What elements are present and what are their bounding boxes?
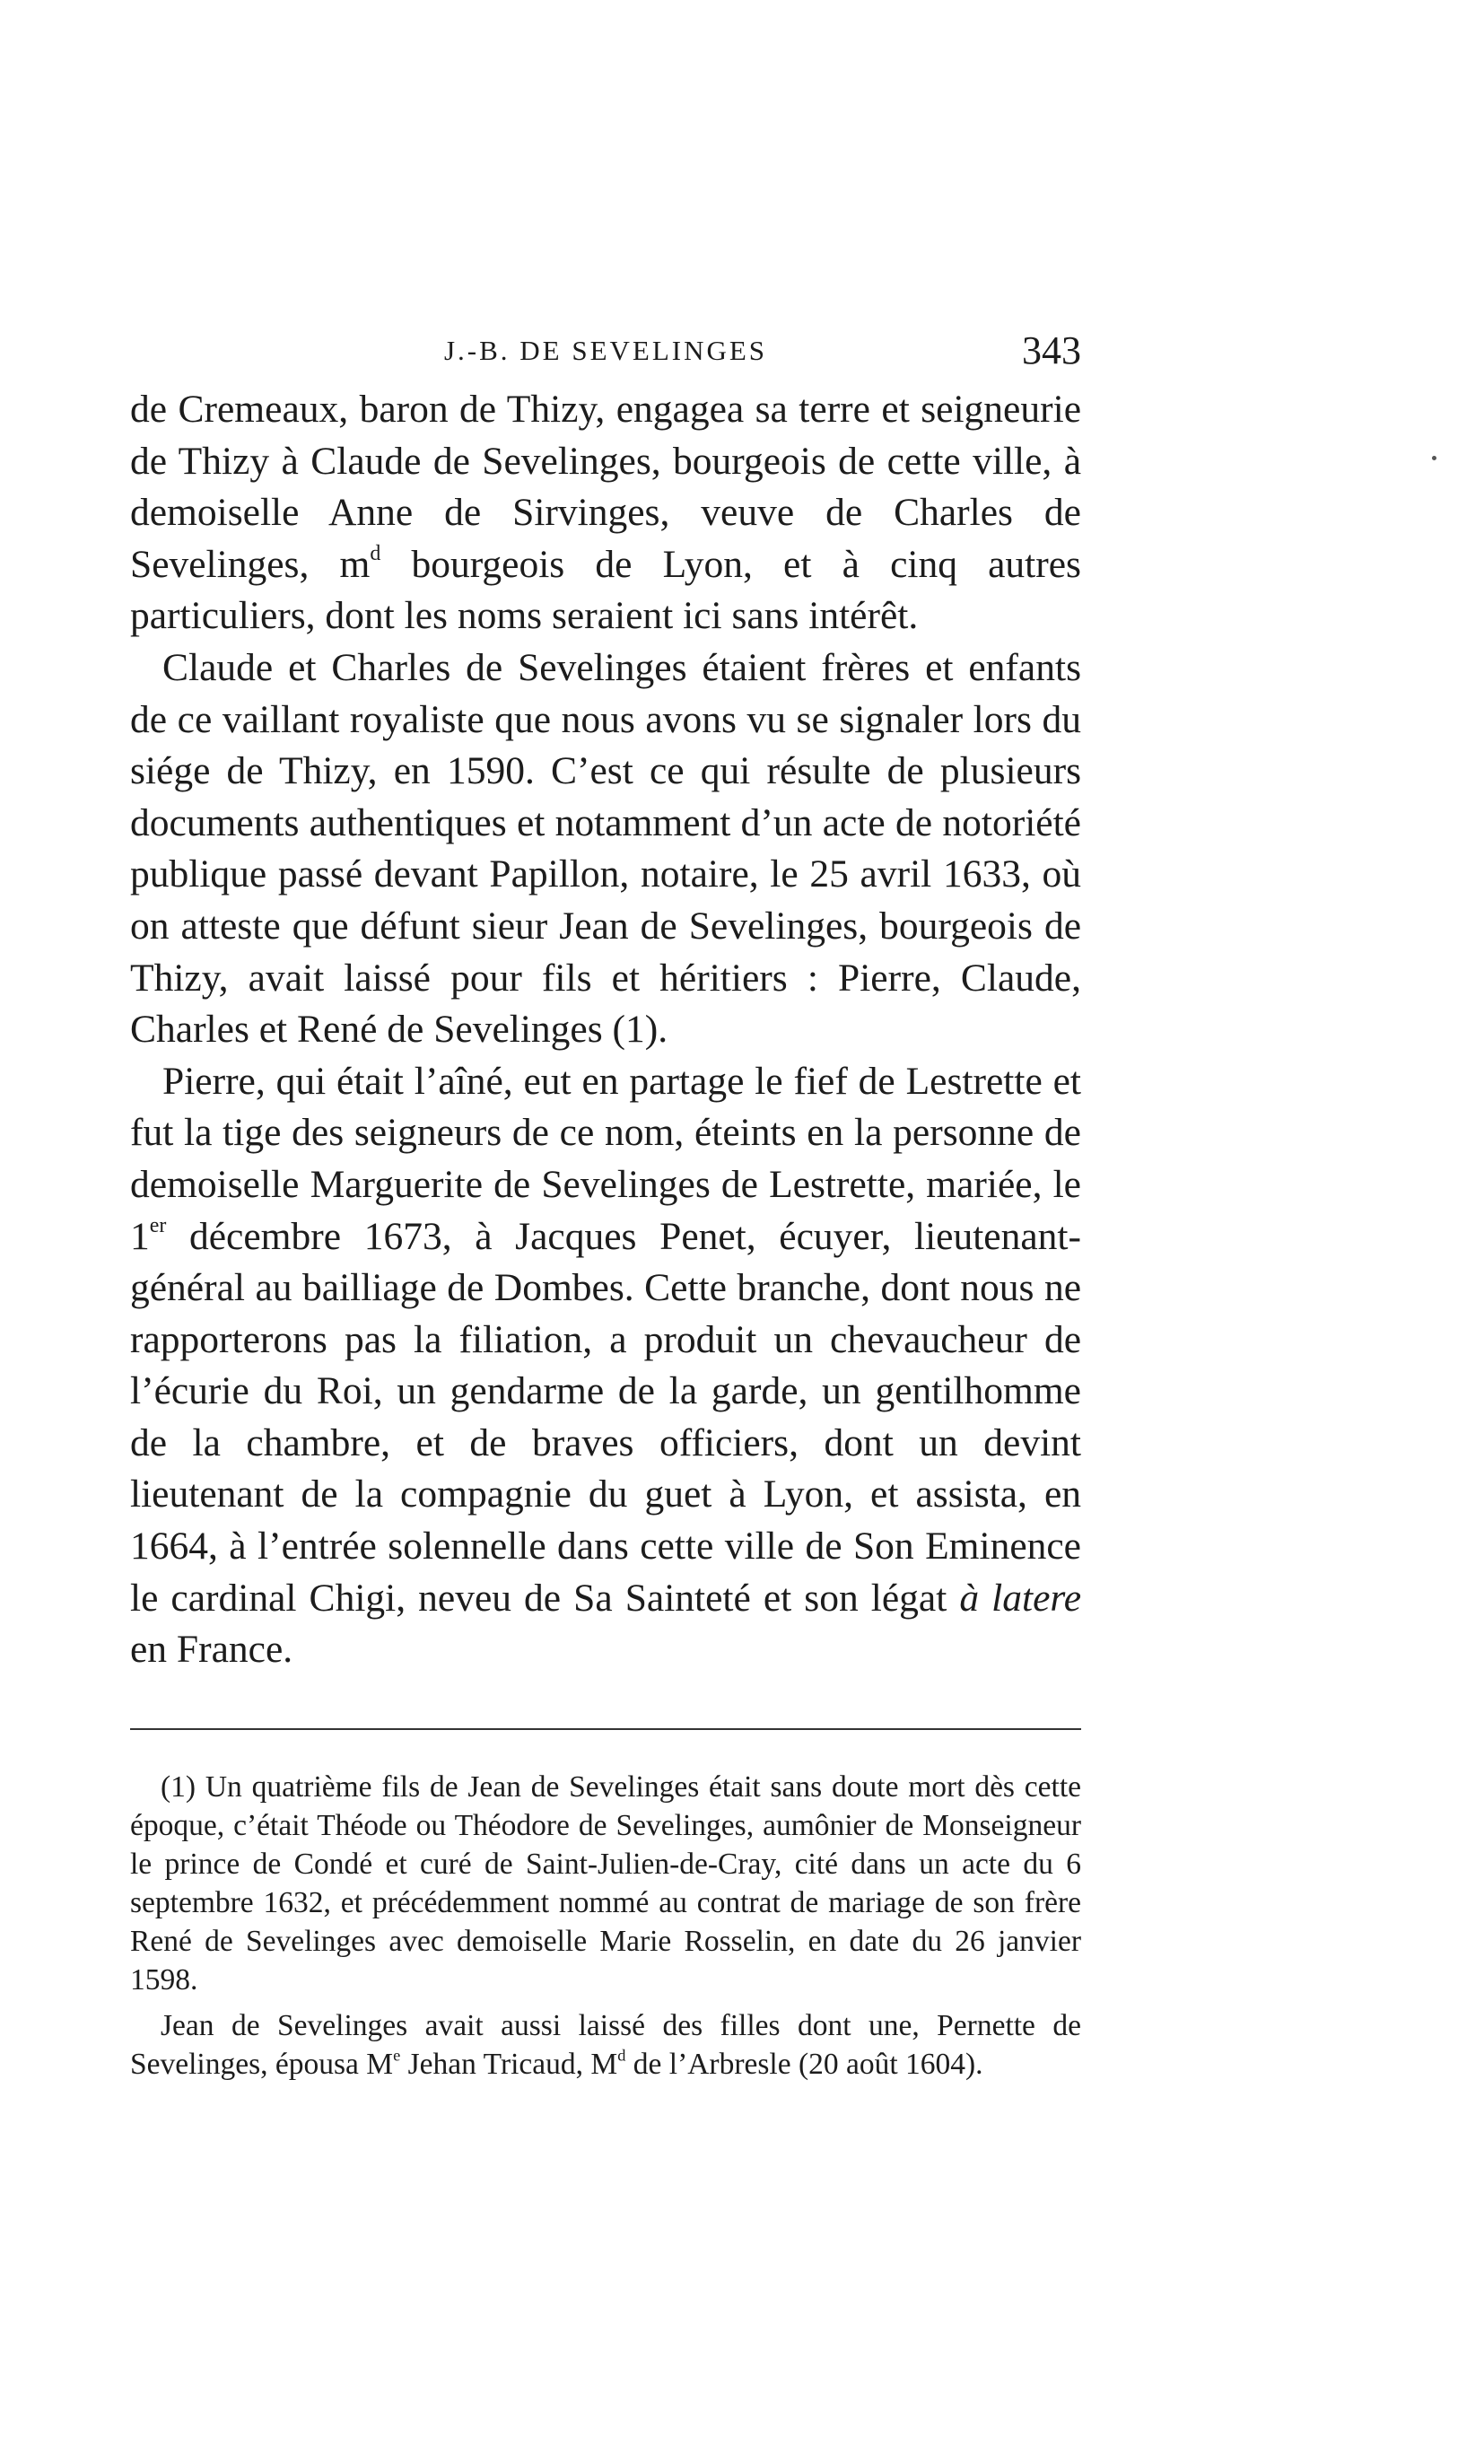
italic-phrase: à latere (959, 1576, 1082, 1620)
paragraph (130, 642, 1081, 1056)
running-title: J.-B. DE SEVELINGES (443, 335, 768, 366)
footnote-text: Jean de Sevelinges avait aussi laissé des filles dont une, Pernette de Sevelinges, épousa M (130, 2009, 1081, 2081)
footnote (130, 1768, 1081, 1999)
superscript-ordinal: er (149, 1213, 167, 1237)
paper-speck (1432, 456, 1436, 460)
paragraph-text: de Cremeaux, baron de Thizy, engagea sa terre et seigneurie de Thizy à Claude de Sevelinges, bourgeois de cette ville, à demoiselle Anne de Sirvinges, veuve de Charles de Sevelinges, m (130, 388, 1081, 586)
footnote (130, 2006, 1081, 2084)
page-number: 343 (1022, 328, 1081, 372)
paragraph-text: décembre 1673, à Jacques Penet, écuyer, lieutenant-général au bailliage de Dombes. Cette branche, dont nous ne rapporterons pas la filiation, a produit un chevaucheur de l’écurie du Roi, un gendarme de la garde, un gentilhomme de la chambre, et de braves officiers, dont un devint lieutenant de la compagnie du guet à Lyon, et assista, en 1664, à l’entrée solennelle dans cette ville de Son Eminence le cardinal Chigi, neveu de Sa Sainteté et son légat (130, 1214, 1081, 1620)
running-head (130, 328, 1081, 381)
body-text (130, 384, 1081, 1676)
footnote-text: de l’Arbresle (20 août 1604). (625, 2048, 983, 2081)
paragraph-text: Pierre, qui était l’aîné, eut en partage le fief de Lestrette et fut la tige des seigneurs de ce nom, éteints en la personne de demoiselle Marguerite de Sevelinges de Lestrette, mariée, le 1 (130, 1059, 1081, 1258)
footnotes (130, 1768, 1081, 2091)
paragraph-continued (130, 384, 1081, 642)
footnote-text: (1) Un quatrième fils de Jean de Sevelinges était sans doute mort dès cette époque, c’était Théode ou Théodore de Sevelinges, aumônier de Monseigneur le prince de Condé et curé de Saint-Julien-de-Cray, cité dans un acte du 6 septembre 1632, et précédemment nommé au contrat de mariage de son frère René de Sevelinges avec demoiselle Marie Rosselin, en date du 26 janvier 1598. (130, 1770, 1081, 1997)
paragraph (130, 1056, 1081, 1676)
superscript-abbrev: d (370, 541, 381, 565)
paragraph-text: Claude et Charles de Sevelinges étaient frères et enfants de ce vaillant royaliste que nous avons vu se signaler lors du siége de Thizy, en 1590. C’est ce qui résulte de plusieurs documents authentiques et notamment d’un acte de notoriété publique passé devant Papillon, notaire, le 25 avril 1633, où on atteste que défunt sieur Jean de Sevelinges, bourgeois de Thizy, avait laissé pour fils et héritiers : Pierre, Claude, Charles et René de Sevelinges (1). (130, 645, 1081, 1052)
footnote-text: Jehan Tricaud, M (400, 2048, 618, 2081)
paragraph-text: en France. (130, 1628, 293, 1672)
paragraph-text: bourgeois de Lyon, et à cinq autres particuliers, dont les noms seraient ici sans intérêt. (130, 542, 1081, 638)
superscript-abbrev: d (617, 2046, 626, 2065)
footnote-divider (130, 1728, 1081, 1730)
superscript-abbrev: e (393, 2046, 401, 2065)
